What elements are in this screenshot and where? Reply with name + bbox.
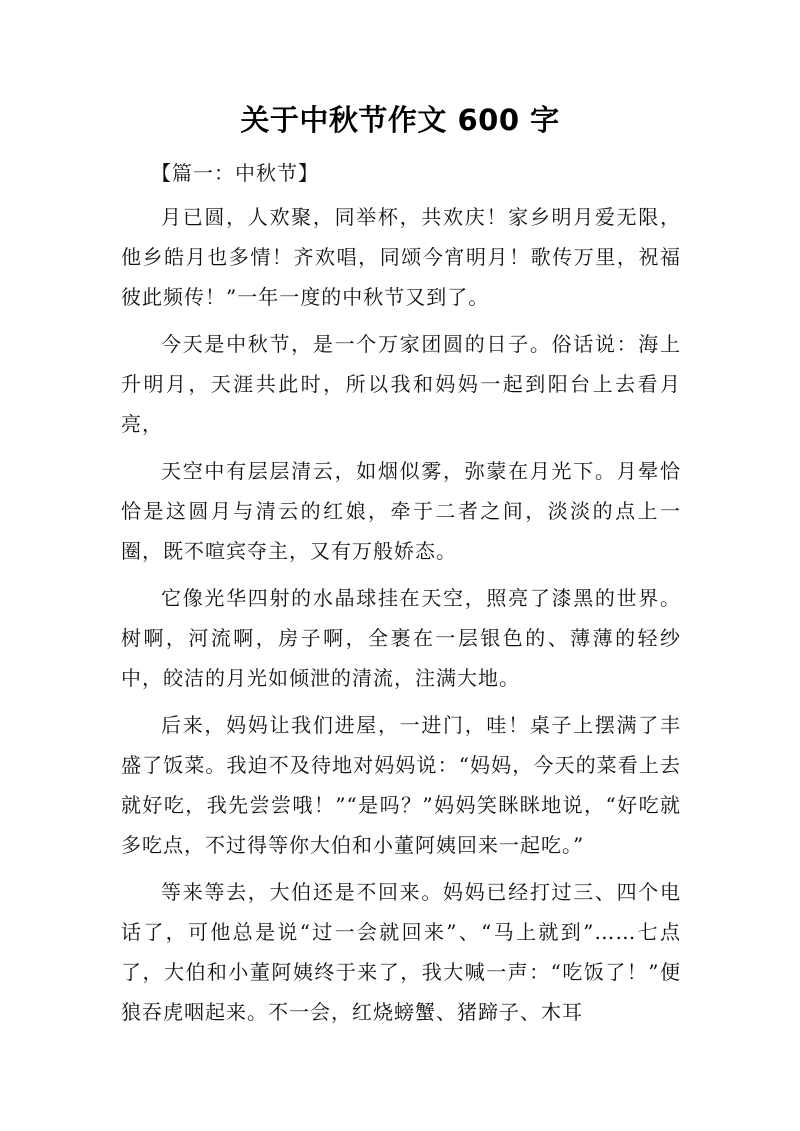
paragraph: 等来等去，大伯还是不回来。妈妈已经打过三、四个电话了，可他总是说“过一会就回来”、“马上就到”……七点了，大伯和小董阿姨终于来了，我大喊一声：“吃饭了！”便狼吞虎咽起来。不一会，红烧螃蟹、猪蹄子、木耳 [121, 880, 681, 1024]
document-body [121, 153, 681, 1039]
document-title: 关于中秋节作文 600 字 [240, 103, 560, 137]
paragraph: 月已圆，人欢聚，同举杯，共欢庆！家乡明月爱无限，他乡皓月也多情！齐欢唱，同颂今宵明月！歌传万里，祝福彼此频传！”一年一度的中秋节又到了。 [121, 205, 681, 309]
paragraph: 后来，妈妈让我们进屋，一进门，哇！桌子上摆满了丰盛了饭菜。我迫不及待地对妈妈说：“妈妈，今天的菜看上去就好吃，我先尝尝哦！”“是吗？”妈妈笑眯眯地说，“好吃就多吃点，不过得等你大伯和小董阿姨回来一起吃。” [121, 713, 681, 857]
section-heading: 【篇一：中秋节】 [151, 161, 319, 185]
paragraph: 今天是中秋节，是一个万家团圆的日子。俗话说：海上升明月，天涯共此时，所以我和妈妈一起到阳台上去看月亮， [121, 332, 681, 436]
paragraph: 它像光华四射的水晶球挂在天空，照亮了漆黑的世界。树啊，河流啊，房子啊，全裹在一层银色的、薄薄的轻纱中，皎洁的月光如倾泄的清流，注满大地。 [121, 586, 681, 690]
paragraph: 天空中有层层清云，如烟似雾，弥蒙在月光下。月晕恰恰是这圆月与清云的红娘，牵于二者之间，淡淡的点上一圈，既不喧宾夺主，又有万般娇态。 [121, 459, 681, 563]
